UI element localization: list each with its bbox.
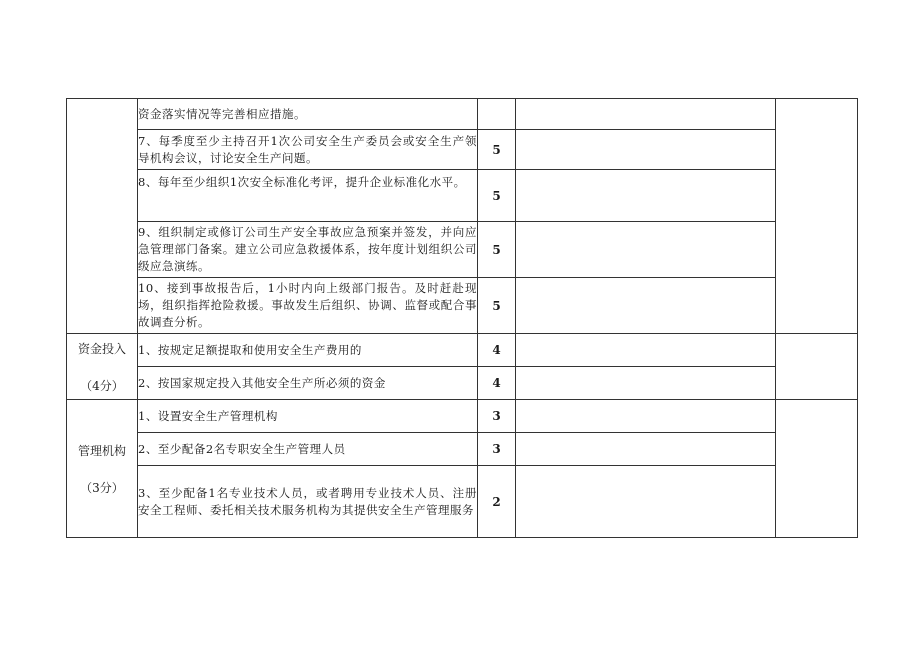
category-cell-management <box>67 400 138 538</box>
item-text: 7、每季度至少主持召开1次公司安全生产委员会或安全生产领导机构会议，讨论安全生产问题。 <box>138 130 478 170</box>
item-text: 资金落实情况等完善相应措施。 <box>138 99 478 130</box>
score-cell: 3 <box>478 400 516 433</box>
item-text: 1、按规定足额提取和使用安全生产费用的 <box>138 334 478 367</box>
assessment-cell <box>516 278 776 334</box>
category-cell-empty <box>67 99 138 334</box>
score-cell: 4 <box>478 334 516 367</box>
assessment-cell <box>516 433 776 466</box>
table-row <box>67 367 858 400</box>
category-points: （4分） <box>80 378 124 393</box>
item-text: 3、至少配备1名专业技术人员，或者聘用专业技术人员、注册安全工程师、委托相关技术服务机构为其提供安全生产管理服务 <box>138 466 478 538</box>
score-cell <box>478 99 516 130</box>
assessment-table <box>66 98 858 538</box>
table-row <box>67 99 858 130</box>
score-cell: 3 <box>478 433 516 466</box>
category-name: 管理机构 <box>77 443 126 458</box>
assessment-cell <box>516 222 776 278</box>
item-text: 2、按国家规定投入其他安全生产所必须的资金 <box>138 367 478 400</box>
table-row <box>67 170 858 222</box>
category-points: （3分） <box>80 480 124 495</box>
table-row <box>67 222 858 278</box>
score-cell: 4 <box>478 367 516 400</box>
remarks-cell <box>776 99 858 334</box>
item-text: 9、组织制定或修订公司生产安全事故应急预案并签发，并向应急管理部门备案。建立公司应急救援体系，按年度计划组织公司级应急演练。 <box>138 222 478 278</box>
table-row <box>67 466 858 538</box>
score-cell: 5 <box>478 170 516 222</box>
assessment-cell <box>516 170 776 222</box>
table-row <box>67 278 858 334</box>
category-cell-funding <box>67 334 138 400</box>
assessment-cell <box>516 334 776 367</box>
table-row <box>67 433 858 466</box>
assessment-cell <box>516 400 776 433</box>
table-row <box>67 334 858 367</box>
table-row <box>67 400 858 433</box>
item-text: 1、设置安全生产管理机构 <box>138 400 478 433</box>
assessment-cell <box>516 99 776 130</box>
item-text: 2、至少配备2名专职安全生产管理人员 <box>138 433 478 466</box>
remarks-cell <box>776 334 858 400</box>
assessment-cell <box>516 130 776 170</box>
table-row <box>67 130 858 170</box>
item-text: 8、每年至少组织1次安全标准化考评，提升企业标准化水平。 <box>138 170 478 222</box>
category-name: 资金投入 <box>77 341 126 356</box>
score-cell: 5 <box>478 130 516 170</box>
item-text: 10、接到事故报告后，1小时内向上级部门报告。及时赶赴现场，组织指挥抢险救援。事故发生后组织、协调、监督或配合事故调查分析。 <box>138 278 478 334</box>
score-cell: 5 <box>478 222 516 278</box>
score-cell: 2 <box>478 466 516 538</box>
score-cell: 5 <box>478 278 516 334</box>
assessment-cell <box>516 367 776 400</box>
assessment-cell <box>516 466 776 538</box>
remarks-cell <box>776 400 858 538</box>
